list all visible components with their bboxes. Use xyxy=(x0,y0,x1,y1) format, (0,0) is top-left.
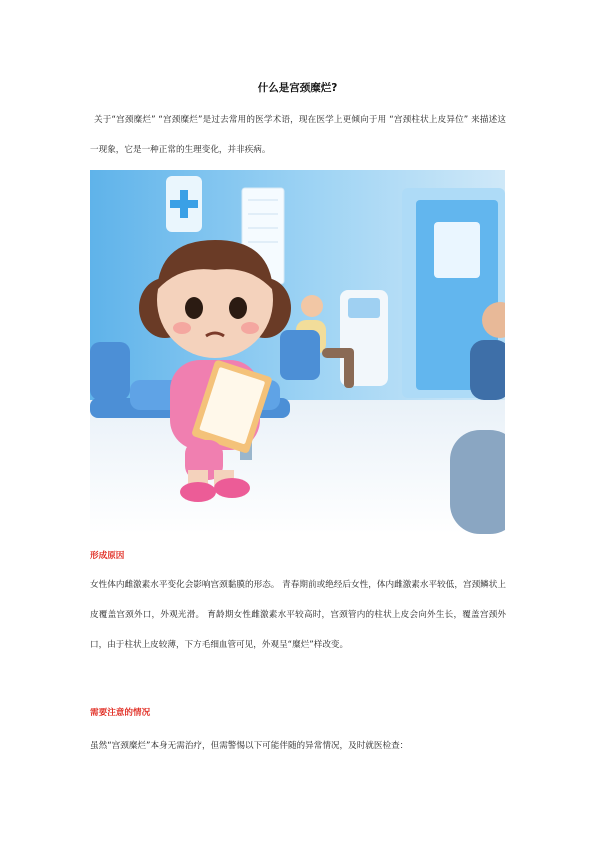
causes-paragraph: 女性体内雌激素水平变化会影响宫颈黏膜的形态。 青春期前或绝经后女性，体内雌激素水平较低，宫颈鳞状上皮覆盖宫颈外口，外观光滑。 育龄期女性雌激素水平较高时，宫颈管内的柱状上皮会向外生长，覆盖宫颈外口，由于柱状上皮较薄，下方毛细血管可见，外观呈“糜烂”样改变。 xyxy=(90,580,506,650)
attention-paragraph: 虽然“宫颈糜烂”本身无需治疗，但需警惕以下可能伴随的异常情况，及时就医检查： xyxy=(90,741,409,751)
section-heading-attention: 需要注意的情况 xyxy=(90,708,151,718)
illustration-hospital-waiting-room xyxy=(90,170,505,534)
intro-paragraph: 关于“宫颈糜烂” “宫颈糜烂”是过去常用的医学术语，现在医学上更倾向于用 “宫颈柱状上皮异位” 来描述这一现象，它是一种正常的生理变化，并非疾病。 xyxy=(90,115,506,155)
section-heading-causes: 形成原因 xyxy=(90,551,125,561)
page-title: 什么是宫颈糜烂? xyxy=(257,82,338,94)
